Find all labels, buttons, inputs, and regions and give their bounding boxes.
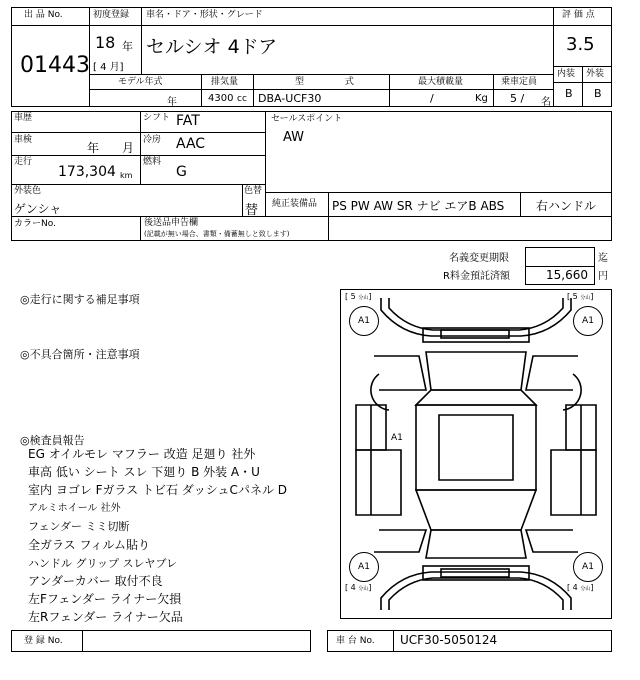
chassis-value: UCF30-5050124 — [400, 633, 498, 647]
first-reg-year: 18 — [95, 33, 116, 52]
sales-point-value: AW — [283, 130, 305, 145]
max-load-unit: Kg — [475, 93, 488, 104]
lot-label: 出 品 No. — [24, 10, 63, 20]
color-no-label: カラーNo. — [14, 219, 56, 229]
mileage-value: 173,304 — [58, 164, 116, 180]
interior-label: 内装 — [557, 69, 576, 79]
steering-value: 右ハンドル — [536, 199, 597, 213]
interior-grade: B — [565, 87, 573, 100]
sales-point-label: セールスポイント — [271, 114, 343, 124]
report-line: 全ガラス フィルム貼り — [28, 538, 151, 552]
color-no-box — [11, 216, 612, 241]
tire-fl: [ 5 分山] — [345, 292, 372, 301]
defects-label: ◎不具合箇所・注意事項 — [20, 348, 140, 361]
capacity-label: 乗車定員 — [501, 77, 538, 87]
model-label: 型 式 — [295, 77, 354, 87]
report-line: 車高 低い シート スレ 下廻り B 外装 A・U — [28, 465, 260, 479]
history-label: 車歴 — [14, 113, 33, 123]
displacement-unit: cc — [237, 94, 247, 104]
plate-label: 登 録 No. — [24, 636, 63, 646]
exterior-label: 外装 — [586, 69, 605, 79]
mark-front-right: A1 — [573, 306, 603, 336]
displacement-value: 4300 — [208, 93, 234, 104]
tire-rl: [ 4 分山] — [345, 583, 372, 592]
max-load-value: / — [430, 92, 434, 105]
ac-label: 冷房 — [143, 135, 162, 145]
shift-label: シフト — [143, 113, 171, 123]
report-label: 後送品申告欄 — [144, 218, 199, 228]
chassis-label: 車 台 No. — [336, 636, 375, 646]
year-unit: 年 — [122, 40, 133, 53]
report-line: アルミホイール 社外 — [28, 503, 121, 514]
rating-value: 3.5 — [566, 34, 595, 55]
mileage-label: 走行 — [14, 157, 33, 167]
name-change-field — [525, 247, 595, 267]
repaint-value: 替 — [245, 203, 259, 218]
first-reg-label: 初度登録 — [93, 10, 130, 20]
report-line: フェンダー ミミ切断 — [28, 520, 130, 533]
capacity-value: 5 / — [510, 92, 525, 105]
mark-front-left: A1 — [349, 306, 379, 336]
report-note: (記載が無い場合、書類・備蓄無しと致します) — [144, 230, 290, 238]
report-line: EG オイルモレ マフラー 改造 足廻り 社外 — [28, 447, 256, 461]
car-diagram — [340, 289, 612, 619]
mark-body: A1 — [391, 433, 403, 443]
details-box — [11, 111, 266, 185]
inspection-year-unit: 年 — [87, 141, 100, 155]
car-name-label: 車名・ドア・形状・グレード — [146, 10, 263, 20]
model-value: DBA-UCF30 — [258, 92, 322, 105]
capacity-unit: 名 — [541, 97, 551, 108]
recycle-value: 15,660 — [546, 268, 588, 282]
model-year-unit: 年 — [167, 97, 177, 108]
inspection-month-unit: 月 — [122, 141, 135, 155]
ext-color-label: 外装色 — [14, 186, 42, 196]
lot-number: 01443 — [20, 53, 90, 78]
report-line: 室内 ヨゴレ Fガラス トビ石 ダッシュCパネル D — [28, 483, 287, 497]
ext-color-value: ゲンシャ — [14, 202, 62, 216]
recycle-unit: 円 — [598, 271, 608, 282]
equipment-label: 純正装備品 — [272, 199, 318, 209]
name-change-unit: 迄 — [598, 253, 608, 264]
inspector-label: ◎検査員報告 — [20, 434, 85, 447]
driving-notes-label: ◎走行に関する補足事項 — [20, 293, 140, 306]
exterior-grade: B — [594, 87, 602, 100]
car-outline — [341, 290, 611, 618]
report-line: 左Rフェンダー ライナー欠品 — [28, 610, 183, 624]
fuel-label: 燃料 — [143, 157, 162, 167]
inspection-label: 車検 — [14, 135, 33, 145]
model-year-label: モデル年式 — [118, 77, 163, 87]
mileage-unit: km — [120, 171, 133, 180]
report-line: ハンドル グリップ スレヤブレ — [28, 557, 178, 570]
max-load-label: 最大積載量 — [418, 77, 464, 87]
rating-label: 評 価 点 — [562, 10, 595, 20]
name-change-label: 名義変更期限 — [449, 253, 509, 264]
ac-value: AAC — [176, 136, 206, 152]
shift-value: FAT — [176, 113, 200, 129]
displacement-label: 排気量 — [211, 77, 239, 87]
recycle-label: R料金預託済額 — [443, 271, 510, 282]
repaint-label: 色替 — [244, 186, 263, 196]
mark-rear-right: A1 — [573, 552, 603, 582]
tire-rr: [ 4 分山] — [567, 583, 594, 592]
car-name: セルシオ 4ドア — [146, 36, 278, 58]
report-line: アンダーカバー 取付不良 — [28, 574, 163, 588]
tire-fr: [ 5 分山] — [567, 292, 594, 301]
mark-rear-left: A1 — [349, 552, 379, 582]
equipment-value: PS PW AW SR ナビ エアB ABS — [332, 199, 505, 213]
first-reg-month: [ 4 月] — [93, 62, 124, 73]
report-line: 左Fフェンダー ライナー欠損 — [28, 592, 182, 606]
fuel-value: G — [176, 164, 187, 180]
